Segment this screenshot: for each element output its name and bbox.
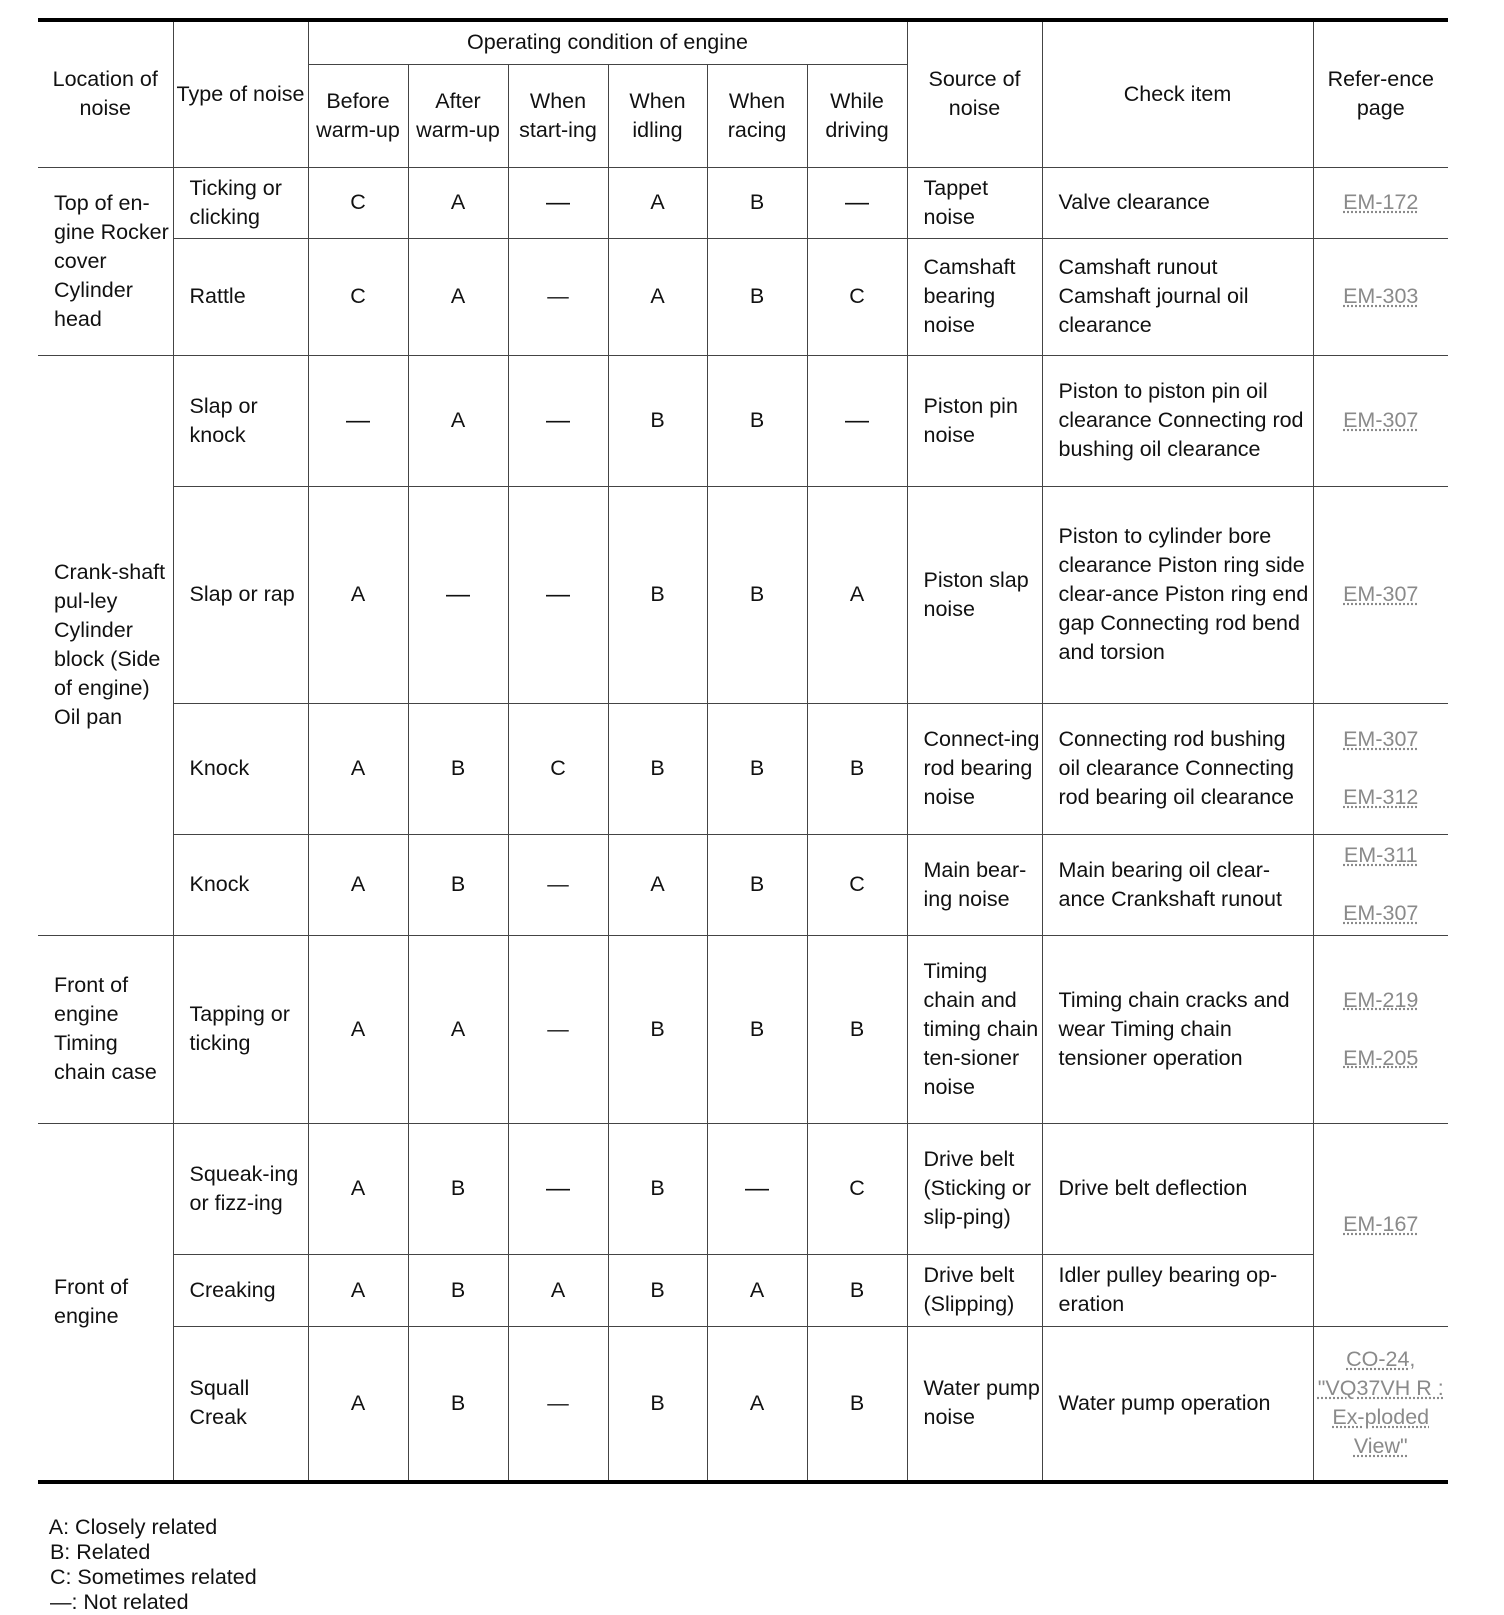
condition-cell: C bbox=[508, 703, 608, 834]
condition-cell: — bbox=[408, 486, 508, 703]
header-when-idling: When idling bbox=[608, 64, 707, 167]
condition-cell: — bbox=[508, 1326, 608, 1482]
check-item-cell: Idler pulley bearing op-eration bbox=[1042, 1254, 1313, 1326]
condition-cell: A bbox=[308, 1123, 408, 1254]
check-item-cell: Piston to cylinder bore clearance Piston ring side clear-ance Piston ring end gap Connecting rod bend and torsion bbox=[1042, 486, 1313, 703]
condition-cell: B bbox=[408, 834, 508, 935]
header-type: Type of noise bbox=[173, 20, 308, 167]
reference-cell bbox=[1313, 167, 1448, 238]
source-cell: Connect-ing rod bearing noise bbox=[907, 703, 1042, 834]
condition-cell: — bbox=[508, 935, 608, 1123]
condition-cell: B bbox=[807, 1254, 907, 1326]
condition-cell: B bbox=[707, 703, 807, 834]
source-cell: Timing chain and timing chain ten-sioner noise bbox=[907, 935, 1042, 1123]
condition-cell: — bbox=[807, 355, 907, 486]
condition-cell: A bbox=[308, 935, 408, 1123]
header-while-driving: While driving bbox=[807, 64, 907, 167]
type-cell: Tapping or ticking bbox=[173, 935, 308, 1123]
condition-cell: B bbox=[707, 167, 807, 238]
reference-cell bbox=[1313, 935, 1448, 1123]
condition-cell: — bbox=[508, 355, 608, 486]
header-source: Source of noise bbox=[907, 20, 1042, 167]
condition-cell: B bbox=[408, 1326, 508, 1482]
reference-cell bbox=[1313, 238, 1448, 355]
condition-cell: B bbox=[707, 238, 807, 355]
header-after-warm-up: After warm-up bbox=[408, 64, 508, 167]
condition-cell: A bbox=[408, 238, 508, 355]
check-item-cell: Water pump operation bbox=[1042, 1326, 1313, 1482]
reference-link[interactable]: EM-167 bbox=[1343, 1212, 1419, 1236]
legend-not-related: —: Not related bbox=[49, 1590, 189, 1614]
condition-cell: B bbox=[707, 834, 807, 935]
table-row bbox=[38, 935, 1448, 1123]
condition-cell: A bbox=[408, 167, 508, 238]
condition-cell: A bbox=[707, 1254, 807, 1326]
header-operating-condition: Operating condition of engine bbox=[308, 20, 907, 64]
reference-link[interactable]: EM-219 bbox=[1343, 987, 1419, 1012]
check-item-cell: Timing chain cracks and wear Timing chain tensioner operation bbox=[1042, 935, 1313, 1123]
table-row bbox=[38, 1254, 1448, 1326]
header-when-racing: When racing bbox=[707, 64, 807, 167]
legend-sometimes-related: C: Sometimes related bbox=[49, 1565, 257, 1589]
condition-cell: B bbox=[608, 703, 707, 834]
legend bbox=[38, 1490, 279, 1615]
reference-cell bbox=[1313, 1123, 1448, 1326]
condition-cell: A bbox=[608, 238, 707, 355]
condition-cell: — bbox=[707, 1123, 807, 1254]
condition-cell: — bbox=[508, 238, 608, 355]
reference-link[interactable]: CO-24, "VQ37VH R : Ex-ploded View" bbox=[1317, 1347, 1444, 1459]
header-before-warm-up: Before warm-up bbox=[308, 64, 408, 167]
type-cell: Squall Creak bbox=[173, 1326, 308, 1482]
type-cell: Knock bbox=[173, 834, 308, 935]
condition-cell: — bbox=[807, 167, 907, 238]
reference-link[interactable]: EM-205 bbox=[1343, 1045, 1419, 1070]
table-row bbox=[38, 355, 1448, 486]
type-cell: Squeak-ing or fizz-ing bbox=[173, 1123, 308, 1254]
condition-cell: B bbox=[608, 1254, 707, 1326]
table-row bbox=[38, 834, 1448, 935]
type-cell: Rattle bbox=[173, 238, 308, 355]
condition-cell: A bbox=[308, 1254, 408, 1326]
condition-cell: A bbox=[807, 486, 907, 703]
legend-related: B: Related bbox=[49, 1540, 151, 1564]
type-cell: Slap or rap bbox=[173, 486, 308, 703]
check-item-cell: Camshaft runout Camshaft journal oil clearance bbox=[1042, 238, 1313, 355]
condition-cell: B bbox=[807, 1326, 907, 1482]
condition-cell: A bbox=[508, 1254, 608, 1326]
condition-cell: B bbox=[408, 1123, 508, 1254]
type-cell: Ticking or clicking bbox=[173, 167, 308, 238]
condition-cell: B bbox=[408, 703, 508, 834]
condition-cell: C bbox=[807, 1123, 907, 1254]
table-row bbox=[38, 167, 1448, 238]
reference-link[interactable]: EM-307 bbox=[1343, 727, 1419, 751]
reference-cell bbox=[1313, 355, 1448, 486]
location-cell: Top of en-gine Rocker cover Cylinder head bbox=[38, 167, 173, 355]
reference-link[interactable]: EM-307 bbox=[1343, 901, 1419, 925]
condition-cell: A bbox=[408, 935, 508, 1123]
check-item-cell: Valve clearance bbox=[1042, 167, 1313, 238]
source-cell: Piston slap noise bbox=[907, 486, 1042, 703]
reference-cell bbox=[1313, 1326, 1448, 1482]
check-item-cell: Connecting rod bushing oil clearance Connecting rod bearing oil clearance bbox=[1042, 703, 1313, 834]
source-cell: Water pump noise bbox=[907, 1326, 1042, 1482]
reference-link[interactable]: EM-307 bbox=[1343, 408, 1419, 432]
source-cell: Piston pin noise bbox=[907, 355, 1042, 486]
type-cell: Knock bbox=[173, 703, 308, 834]
condition-cell: — bbox=[508, 834, 608, 935]
header-reference-page: Refer-ence page bbox=[1313, 20, 1448, 167]
reference-link[interactable]: EM-307 bbox=[1343, 582, 1419, 606]
location-cell: Front of engine Timing chain case bbox=[38, 935, 173, 1123]
reference-link[interactable]: EM-311 bbox=[1343, 843, 1418, 867]
check-item-cell: Piston to piston pin oil clearance Connecting rod bushing oil clearance bbox=[1042, 355, 1313, 486]
noise-diagnosis-table bbox=[38, 18, 1448, 1484]
location-cell: Front of engine bbox=[38, 1123, 173, 1482]
source-cell: Tappet noise bbox=[907, 167, 1042, 238]
source-cell: Camshaft bearing noise bbox=[907, 238, 1042, 355]
condition-cell: A bbox=[308, 1326, 408, 1482]
reference-cell bbox=[1313, 834, 1448, 935]
condition-cell: C bbox=[807, 834, 907, 935]
condition-cell: A bbox=[408, 355, 508, 486]
condition-cell: A bbox=[308, 703, 408, 834]
condition-cell: — bbox=[508, 1123, 608, 1254]
type-cell: Slap or knock bbox=[173, 355, 308, 486]
condition-cell: — bbox=[508, 167, 608, 238]
type-cell: Creaking bbox=[173, 1254, 308, 1326]
location-cell: Crank-shaft pul-ley Cylinder block (Side of engine) Oil pan bbox=[38, 355, 173, 935]
condition-cell: C bbox=[308, 167, 408, 238]
legend-closely-related: A: Closely related bbox=[48, 1515, 218, 1539]
condition-cell: B bbox=[408, 1254, 508, 1326]
condition-cell: B bbox=[707, 355, 807, 486]
condition-cell: — bbox=[508, 486, 608, 703]
table-row bbox=[38, 238, 1448, 355]
condition-cell: A bbox=[707, 1326, 807, 1482]
condition-cell: C bbox=[807, 238, 907, 355]
reference-link[interactable]: EM-312 bbox=[1343, 785, 1419, 809]
source-cell: Drive belt (Slipping) bbox=[907, 1254, 1042, 1326]
condition-cell: B bbox=[807, 703, 907, 834]
condition-cell: B bbox=[608, 935, 707, 1123]
check-item-cell: Main bearing oil clear-ance Crankshaft runout bbox=[1042, 834, 1313, 935]
condition-cell: B bbox=[608, 1326, 707, 1482]
table-row bbox=[38, 703, 1448, 834]
condition-cell: A bbox=[308, 834, 408, 935]
condition-cell: A bbox=[608, 167, 707, 238]
table-row bbox=[38, 1326, 1448, 1482]
condition-cell: B bbox=[608, 1123, 707, 1254]
table-row bbox=[38, 1123, 1448, 1254]
condition-cell: A bbox=[608, 834, 707, 935]
table-row bbox=[38, 486, 1448, 703]
reference-link[interactable]: EM-303 bbox=[1343, 284, 1419, 308]
source-cell: Main bear-ing noise bbox=[907, 834, 1042, 935]
reference-cell bbox=[1313, 703, 1448, 834]
header-location: Location of noise bbox=[38, 20, 173, 167]
condition-cell: B bbox=[608, 486, 707, 703]
condition-cell: B bbox=[807, 935, 907, 1123]
condition-cell: — bbox=[308, 355, 408, 486]
source-cell: Drive belt (Sticking or slip-ping) bbox=[907, 1123, 1042, 1254]
condition-cell: C bbox=[308, 238, 408, 355]
reference-link[interactable]: EM-172 bbox=[1343, 190, 1419, 214]
reference-cell bbox=[1313, 486, 1448, 703]
header-when-starting: When start-ing bbox=[508, 64, 608, 167]
condition-cell: B bbox=[707, 486, 807, 703]
condition-cell: B bbox=[707, 935, 807, 1123]
condition-cell: B bbox=[608, 355, 707, 486]
header-check-item: Check item bbox=[1042, 20, 1313, 167]
check-item-cell: Drive belt deflection bbox=[1042, 1123, 1313, 1254]
condition-cell: A bbox=[308, 486, 408, 703]
